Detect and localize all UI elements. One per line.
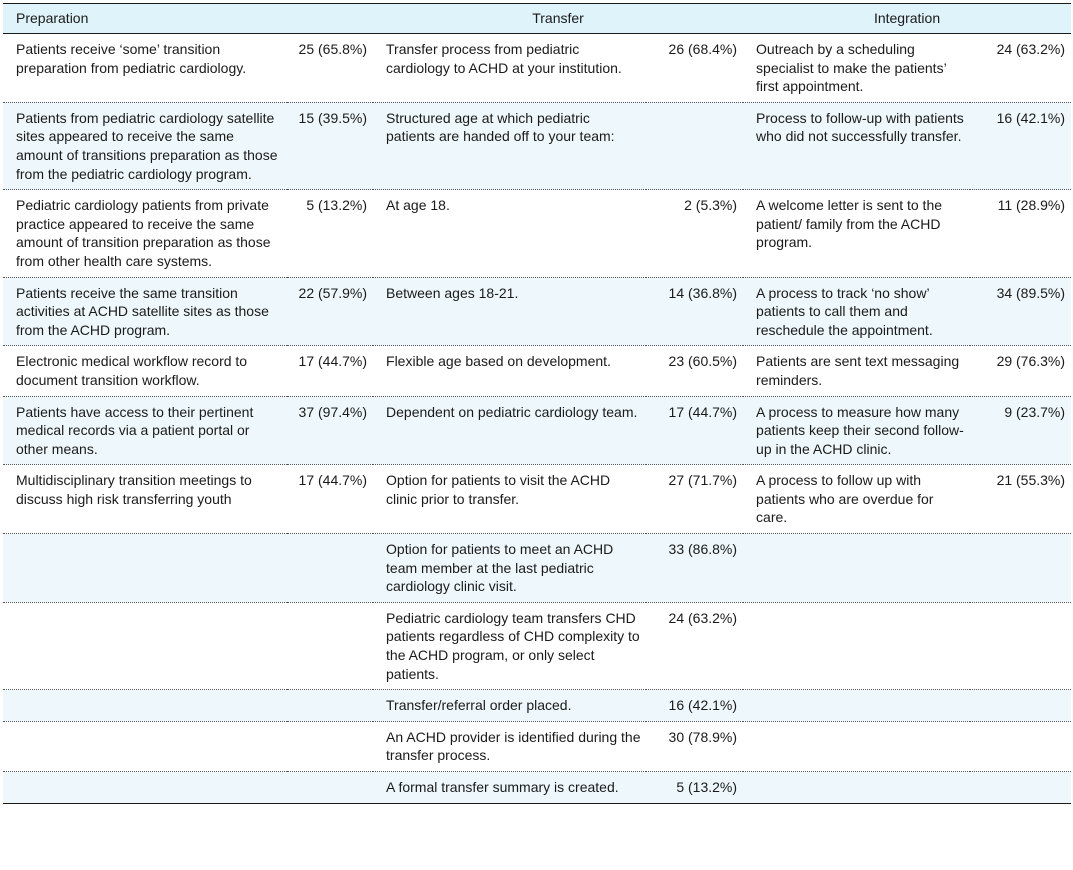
header-transfer: Transfer [532,10,584,27]
transfer-text: At age 18. [386,197,450,214]
table-header [3,4,1071,34]
integration-value [970,772,1071,804]
integration-value [970,690,1071,722]
transfer-text: Pediatric cardiology team transfers CHD patients regardless of CHD complexity to the ACHD program, or only select patients. [386,609,640,682]
integration-value [970,534,1071,603]
preparation-value [287,602,373,689]
table-row [3,346,1071,396]
integration-text [743,772,970,804]
integration-text: A process to follow up with patients who are overdue for care. [756,472,934,526]
transfer-text: Structured age at which pediatric patients are handed off to your team: [386,109,615,145]
transfer-text: Flexible age based on development. [386,353,611,370]
transfer-value: 27 (71.7%) [668,472,738,489]
table-body [3,34,1071,804]
table-row [3,465,1071,534]
transfer-value: 16 (42.1%) [668,697,738,714]
preparation-value: 17 (44.7%) [298,472,368,489]
integration-text: A welcome letter is sent to the patient/ family from the ACHD program. [756,197,943,251]
preparation-text: Patients from pediatric cardiology satellite sites appeared to receive the same amount of transitions preparation as those from the pediatric cardiology program. [16,109,278,182]
preparation-text: Multidisciplinary transition meetings to discuss high risk transferring youth [16,472,252,507]
integration-value: 11 (28.9%) [997,197,1066,214]
preparation-value: 22 (57.9%) [298,284,368,301]
transfer-value: 26 (68.4%) [668,41,738,57]
table-row [3,602,1071,689]
preparation-value: 5 (13.2%) [306,197,368,214]
integration-text: A process to measure how many patients keep their second follow-up in the ACHD clinic. [756,403,964,457]
integration-value: 16 (42.1%) [996,109,1066,126]
header-preparation: Preparation [16,10,89,27]
transfer-value: 5 (13.2%) [676,779,738,795]
transfer-value: 30 (78.9%) [668,728,738,745]
preparation-text: Pediatric cardiology patients from private practice appeared to receive the same amount of transition preparation as those from other health care systems. [16,197,271,269]
transfer-text: Transfer process from pediatric cardiology to ACHD at your institution. [386,41,622,76]
integration-text [743,534,970,603]
transfer-value: 23 (60.5%) [668,353,738,370]
integration-value: 21 (55.3%) [996,472,1066,489]
table-row [3,34,1071,103]
preparation-value [287,772,373,804]
integration-value: 24 (63.2%) [996,41,1066,57]
preparation-value [287,721,373,771]
transfer-text: Dependent on pediatric cardiology team. [386,403,638,420]
transfer-value: 17 (44.7%) [668,403,738,420]
integration-text: Outreach by a scheduling specialist to make the patients’ first appointment. [756,41,947,95]
transition-table [3,3,1071,804]
preparation-text [3,772,287,804]
integration-value [970,602,1071,689]
transfer-value [646,102,743,189]
transfer-value: 24 (63.2%) [668,609,738,626]
preparation-value [287,690,373,722]
integration-text [743,602,970,689]
integration-value: 9 (23.7%) [1004,403,1066,420]
transfer-value: 33 (86.8%) [668,541,738,558]
integration-text [743,721,970,771]
preparation-text: Electronic medical workflow record to document transition workflow. [16,353,248,388]
transfer-text: Option for patients to visit the ACHD clinic prior to transfer. [386,472,611,507]
preparation-text [3,602,287,689]
preparation-value [287,534,373,603]
preparation-text [3,690,287,722]
preparation-value: 15 (39.5%) [298,109,368,126]
preparation-text: Patients have access to their pertinent medical records via a patient portal or other means. [16,403,254,457]
integration-text [743,690,970,722]
preparation-text: Patients receive ‘some’ transition preparation from pediatric cardiology. [16,41,247,76]
table-row [3,396,1071,465]
integration-text: A process to track ‘no show’ patients to call them and reschedule the appointment. [756,284,933,338]
transfer-text: Transfer/referral order placed. [386,697,572,714]
table-row [3,721,1071,771]
preparation-text [3,534,287,603]
transfer-text: Option for patients to meet an ACHD team member at the last pediatric cardiology clinic visit. [386,541,614,595]
preparation-text [3,721,287,771]
preparation-value: 37 (97.4%) [298,403,368,420]
transfer-text: A formal transfer summary is created. [386,779,619,795]
transfer-text: Between ages 18-21. [386,284,519,301]
table-row [3,102,1071,189]
preparation-value: 25 (65.8%) [298,41,368,57]
table-row [3,534,1071,603]
header-row [3,4,1071,34]
integration-value [970,721,1071,771]
transfer-value: 14 (36.8%) [668,284,738,301]
integration-value: 29 (76.3%) [996,353,1066,370]
integration-text: Patients are sent text messaging reminders. [756,353,960,388]
integration-value: 34 (89.5%) [996,284,1066,301]
transfer-value: 2 (5.3%) [684,197,738,214]
header-integration: Integration [873,10,941,27]
table-row [3,690,1071,722]
transfer-text: An ACHD provider is identified during the transfer process. [386,728,641,764]
table-row [3,772,1071,804]
integration-text: Process to follow-up with patients who did not successfully transfer. [756,109,964,145]
table-row [3,190,1071,277]
preparation-value: 17 (44.7%) [298,353,368,370]
preparation-text: Patients receive the same transition activities at ACHD satellite sites as those from the ACHD program. [16,284,269,338]
table-row [3,277,1071,346]
